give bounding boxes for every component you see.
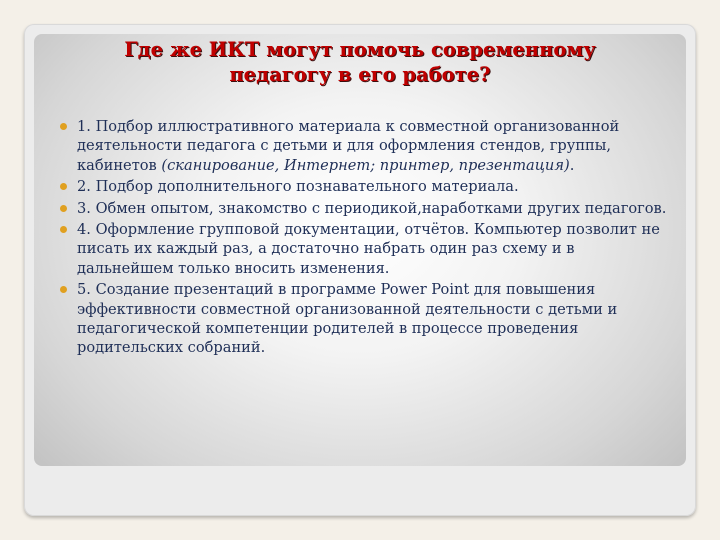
slide-title: [60, 37, 660, 87]
item-text: 5. Создание презентаций в программе Power Point для повышения эффективности совместной организованной деятельности с детьми и педагогической компетенции родителей в процессе проведения родительских собраний.: [77, 281, 618, 357]
bullet-icon: [60, 183, 67, 190]
item-italic-text: (сканирование, Интернет; принтер, презентация): [161, 156, 570, 174]
item-text: 4. Оформление групповой документации, отчётов. Компьютер позволит не писать их каждый раз, а достаточно набрать один раз схему и в дальнейшем только вносить изменения.: [77, 221, 660, 277]
item-text: 1. Подбор иллюстративного материала к совместной организованной деятельности педагога с детьми и для оформления стендов, группы, кабинетов: [77, 118, 620, 174]
bullet-list: [58, 117, 670, 360]
bullet-icon: [60, 226, 67, 233]
list-item: [58, 117, 670, 175]
item-text: 3. Обмен опытом, знакомство с периодикой,наработками других педагогов.: [77, 199, 667, 217]
list-item: [58, 177, 670, 196]
title-line-2: педагогу в его работе?: [229, 63, 491, 86]
item-tail: .: [569, 156, 575, 174]
bullet-icon: [60, 123, 67, 130]
bullet-icon: [60, 286, 67, 293]
list-item: [58, 220, 670, 278]
bullet-icon: [60, 205, 67, 212]
list-item: [58, 199, 670, 218]
title-line-1: Где же ИКТ могут помочь современному: [124, 38, 596, 61]
item-text: 2. Подбор дополнительного познавательного материала.: [77, 178, 519, 196]
list-item: [58, 280, 670, 358]
